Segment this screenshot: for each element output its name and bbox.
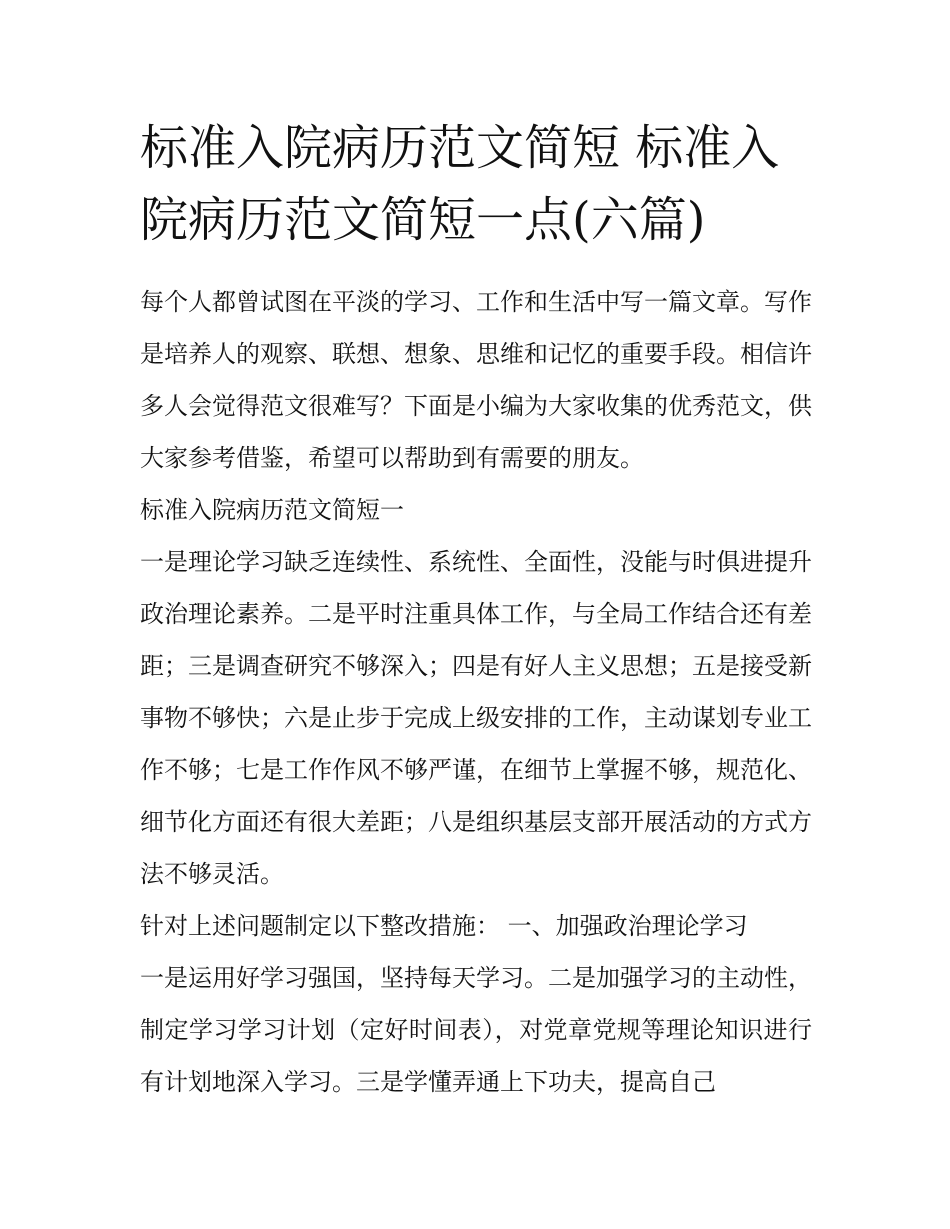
measures-heading: 针对上述问题制定以下整改措施： 一、加强政治理论学习: [140, 912, 748, 940]
document-body: [140, 276, 812, 1108]
document-title: 标准入院病历范文简短 标准入院病历范文简短一点(六篇): [140, 120, 780, 248]
intro-paragraph: 每个人都曾试图在平淡的学习、工作和生活中写一篇文章。写作是培养人的观察、联想、想象、思维和记忆的重要手段。相信许多人会觉得范文很难写？下面是小编为大家收集的优秀范文，供大家参考借鉴，希望可以帮助到有需要的朋友。: [140, 288, 812, 472]
measures-paragraph: 一是运用好学习强国，坚持每天学习。二是加强学习的主动性，制定学习学习计划（定好时间表），对党章党规等理论知识进行有计划地深入学习。三是学懂弄通上下功夫，提高自己: [140, 964, 812, 1096]
section-heading: 标准入院病历范文简短一: [140, 496, 404, 524]
problems-paragraph: 一是理论学习缺乏连续性、系统性、全面性，没能与时俱进提升政治理论素养。二是平时注重具体工作，与全局工作结合还有差距；三是调查研究不够深入；四是有好人主义思想；五是接受新事物不够快；六是止步于完成上级安排的工作，主动谋划专业工作不够；七是工作作风不够严谨，在细节上掌握不够，规范化、细节化方面还有很大差距；八是组织基层支部开展活动的方式方法不够灵活。: [140, 548, 812, 888]
